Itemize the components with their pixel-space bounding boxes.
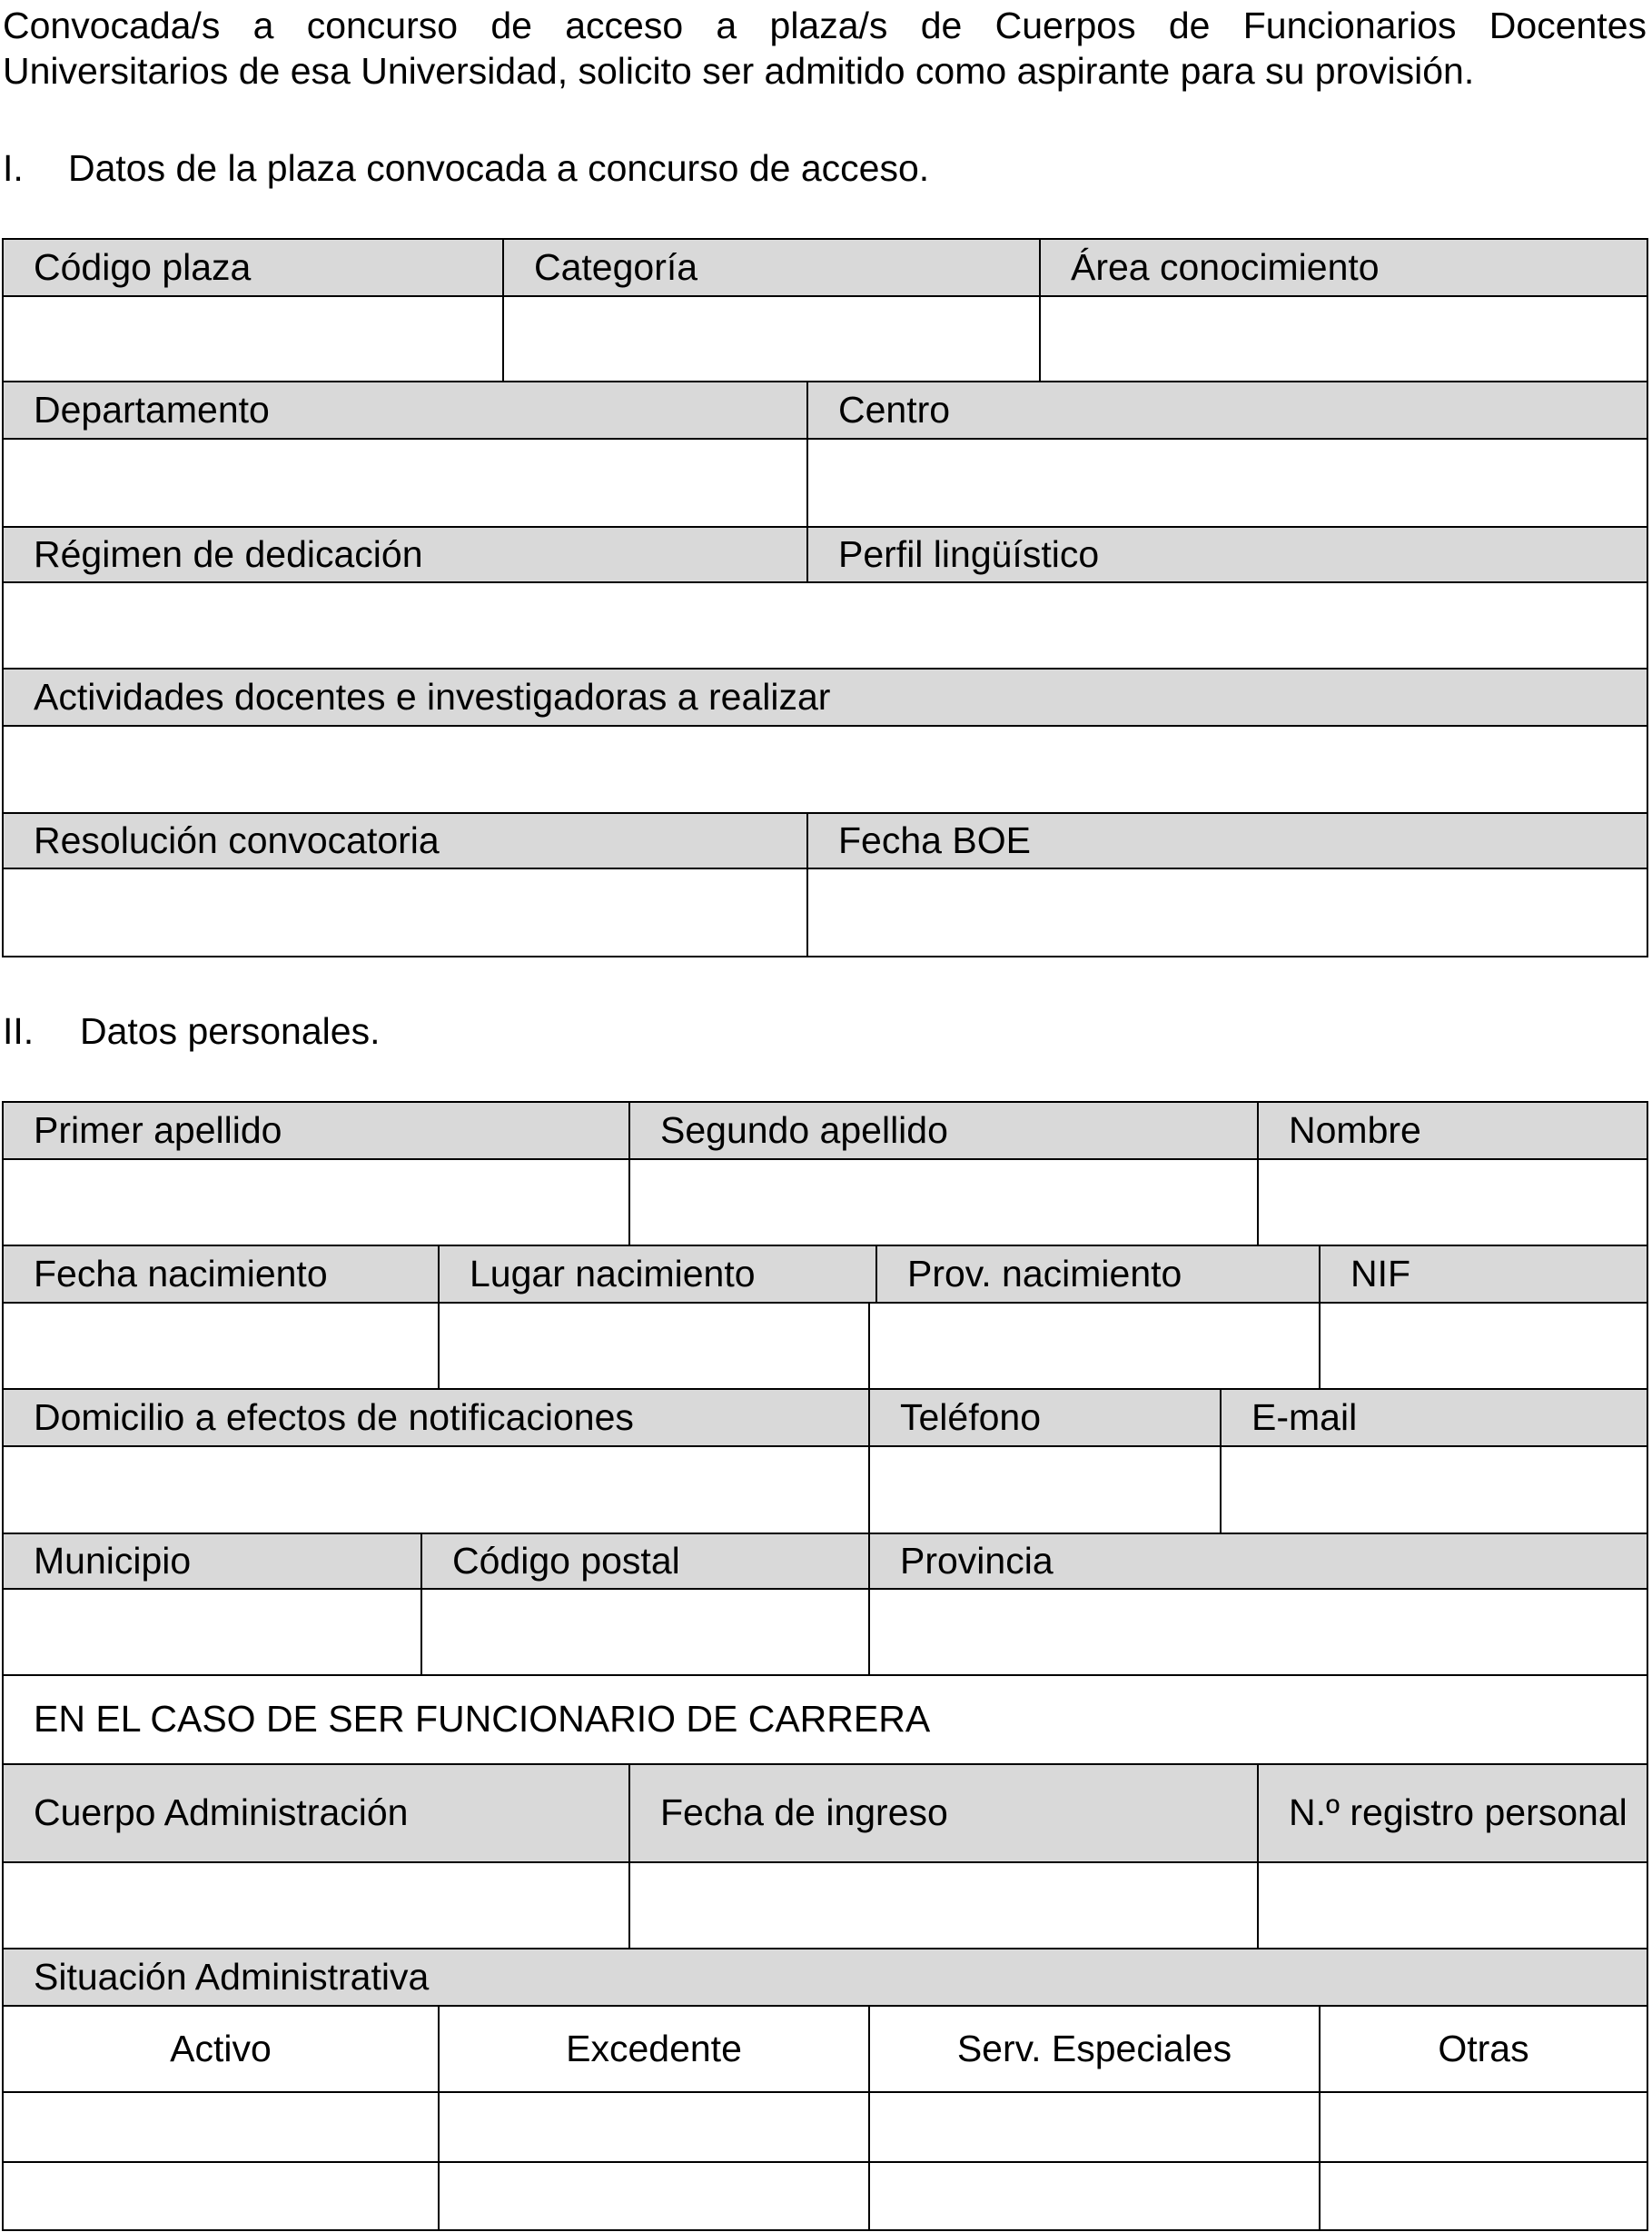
n-registro-personal-label [1257,1763,1648,1863]
section-2-number: II. [3,1010,35,1052]
activo-field-2[interactable] [2,2161,440,2231]
regimen-perfil-field[interactable] [2,581,1648,670]
codigo-postal-label [420,1533,870,1590]
centro-field[interactable] [806,438,1648,528]
section-2-title: Datos personales. [80,1010,381,1052]
otras-label [1319,2005,1648,2093]
cell-label-text: Centro [838,388,951,431]
excedente-label [438,2005,870,2093]
fecha-ingreso-label [628,1763,1259,1863]
provincia-label [868,1533,1648,1590]
actividades-field[interactable] [2,725,1648,814]
cell-label-text: Área conocimiento [1071,245,1380,288]
categoria-field[interactable] [502,295,1041,382]
cell-label-text: Perfil lingüístico [838,532,1100,575]
cuerpo-administracion-field[interactable] [2,1861,630,1949]
fecha-boe-field[interactable] [806,868,1648,957]
segundo-apellido-field[interactable] [628,1158,1259,1246]
cell-label-text: Nombre [1289,1108,1421,1151]
excedente-field-2[interactable] [438,2161,870,2231]
cell-label-text: Actividades docentes e investigadoras a realizar [34,675,831,718]
cell-label-text: Domicilio a efectos de notificaciones [34,1395,634,1438]
resolucion-convocatoria-field[interactable] [2,868,808,957]
area-conocimiento-field[interactable] [1039,295,1648,382]
cell-label-text: Cuerpo Administración [34,1791,409,1834]
otras-field-1[interactable] [1319,2091,1648,2163]
telefono-field[interactable] [868,1445,1222,1534]
segundo-apellido-label [628,1101,1259,1160]
cell-label-text: NIF [1350,1252,1411,1295]
cell-label-text: Serv. Especiales [956,2027,1232,2069]
telefono-label [868,1388,1222,1447]
lugar-nacimiento-label [438,1245,877,1304]
municipio-label [2,1533,422,1590]
cell-label-text: Código postal [452,1539,680,1582]
activo-field-1[interactable] [2,2091,440,2163]
perfil-linguistico-label [806,526,1648,583]
fecha-nacimiento-field[interactable] [2,1302,440,1390]
situacion-administrativa-label [2,1948,1648,2007]
cell-label-text: Municipio [34,1539,192,1582]
cell-label-text: Primer apellido [34,1108,282,1151]
cell-label-text: Prov. nacimiento [907,1252,1182,1295]
cell-label-text: Código plaza [34,245,252,288]
section-1-number: I. [3,147,24,189]
cell-label-text: Fecha de ingreso [660,1791,948,1834]
cell-label-text: Activo [170,2027,272,2069]
fecha-boe-label [806,812,1648,869]
fecha-ingreso-field[interactable] [628,1861,1259,1949]
cell-label-text: Otras [1438,2027,1529,2069]
primer-apellido-field[interactable] [2,1158,630,1246]
email-label [1220,1388,1648,1447]
section-1-title: Datos de la plaza convocada a concurso de acceso. [68,147,930,189]
codigo-plaza-label [2,238,504,297]
domicilio-label [2,1388,870,1447]
n-registro-personal-field[interactable] [1257,1861,1648,1949]
municipio-field[interactable] [2,1588,422,1676]
resolucion-convocatoria-label [2,812,808,869]
departamento-label [2,381,808,440]
nombre-field[interactable] [1257,1158,1648,1246]
fecha-nacimiento-label [2,1245,440,1304]
cell-label-text: Lugar nacimiento [470,1252,756,1295]
actividades-label [2,668,1648,727]
cell-label-text: Fecha BOE [838,818,1031,861]
otras-field-2[interactable] [1319,2161,1648,2231]
nombre-label [1257,1101,1648,1160]
prov-nacimiento-label [875,1245,1321,1304]
codigo-postal-field[interactable] [420,1588,870,1676]
centro-label [806,381,1648,440]
cell-label-text: Departamento [34,388,270,431]
cell-label-text: Excedente [566,2027,742,2069]
intro-text-line-1: Convocada/s a concurso de acceso a plaza/s de Cuerpos de Funcionarios Docentes [3,5,1647,46]
funcionario-carrera-label [2,1674,1648,1765]
categoria-label [502,238,1041,297]
nif-field[interactable] [1319,1302,1648,1390]
cell-label-text: N.º registro personal [1289,1791,1627,1834]
email-field[interactable] [1220,1445,1648,1534]
lugar-nacimiento-field[interactable] [438,1302,870,1390]
cell-label-text: Régimen de dedicación [34,532,423,575]
cell-label-text: Fecha nacimiento [34,1252,328,1295]
cell-label-text: Teléfono [900,1395,1042,1438]
serv-especiales-field-1[interactable] [868,2091,1321,2163]
cell-label-text: Segundo apellido [660,1108,948,1151]
area-conocimiento-label [1039,238,1648,297]
activo-label [2,2005,440,2093]
intro-text-line-2: Universitarios de esa Universidad, solicito ser admitido como aspirante para su provisión. [3,50,1475,92]
departamento-field[interactable] [2,438,808,528]
domicilio-field[interactable] [2,1445,870,1534]
cell-label-text: Categoría [534,245,698,288]
excedente-field-1[interactable] [438,2091,870,2163]
regimen-dedicacion-label [2,526,808,583]
serv-especiales-field-2[interactable] [868,2161,1321,2231]
nif-label [1319,1245,1648,1304]
serv-especiales-label [868,2005,1321,2093]
cell-label-text: Situación Administrativa [34,1955,430,1998]
prov-nacimiento-field[interactable] [868,1302,1321,1390]
primer-apellido-label [2,1101,630,1160]
cell-label-text: Resolución convocatoria [34,818,440,861]
cuerpo-administracion-label [2,1763,630,1863]
cell-label-text: E-mail [1251,1395,1358,1438]
cell-label-text: Provincia [900,1539,1054,1582]
provincia-field[interactable] [868,1588,1648,1676]
codigo-plaza-field[interactable] [2,295,504,382]
cell-label-text: EN EL CASO DE SER FUNCIONARIO DE CARRERA [34,1698,931,1741]
